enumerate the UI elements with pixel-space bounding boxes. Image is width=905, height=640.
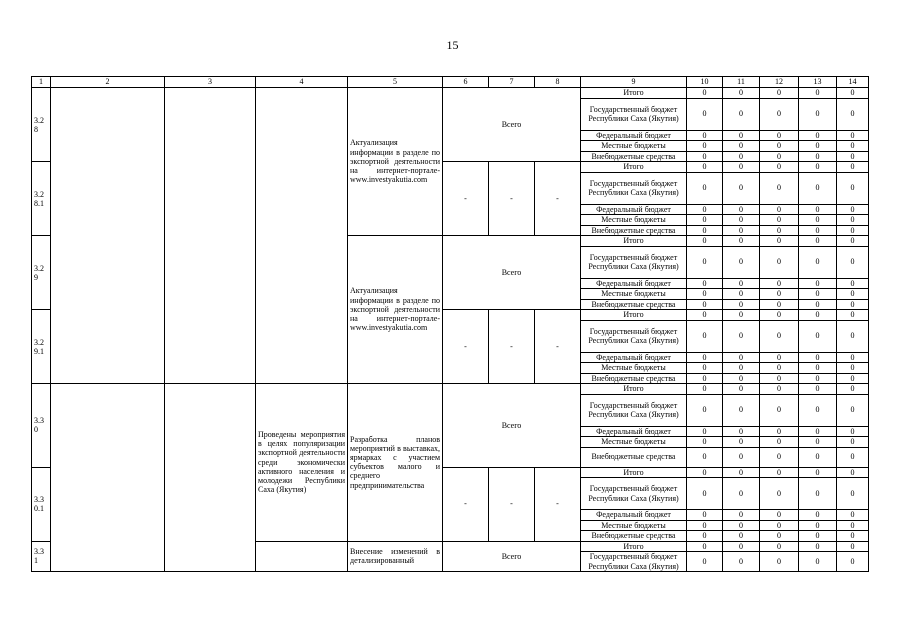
column-header: 1 [32,77,51,88]
value-cell: 0 [723,236,760,247]
column-header: 4 [256,77,348,88]
value-cell: 0 [687,310,723,321]
value-cell: 0 [799,225,837,236]
value-cell: 0 [799,467,837,478]
value-cell: 0 [687,552,723,572]
cell-col4 [256,541,348,572]
value-cell: 0 [760,352,799,363]
column-header: 6 [443,77,489,88]
value-cell: 0 [687,204,723,215]
value-cell: 0 [760,172,799,204]
cell-col2 [51,88,165,384]
value-cell: 0 [723,215,760,226]
column-header: 7 [489,77,535,88]
value-cell: 0 [799,246,837,278]
value-cell: 0 [760,447,799,467]
value-cell: 0 [799,520,837,531]
cell-col5: Актуализация информации в разделе по экспортной деятельности на интернет-портале-www.investyakutia.com [348,236,443,384]
value-cell: 0 [723,98,760,130]
value-cell: 0 [687,88,723,99]
budget-source-label: Местные бюджеты [581,215,687,226]
value-cell: 0 [837,310,869,321]
budget-source-label: Государственный бюджет Республики Саха (Якутия) [581,98,687,130]
value-cell: 0 [799,384,837,395]
column-header: 13 [799,77,837,88]
value-cell: 0 [687,151,723,162]
row-number: 3.2 8 [32,88,51,162]
budget-source-label: Федеральный бюджет [581,130,687,141]
value-cell: 0 [837,467,869,478]
budget-source-label: Федеральный бюджет [581,426,687,437]
value-cell: 0 [687,172,723,204]
value-cell: 0 [687,478,723,510]
value-cell: 0 [687,510,723,521]
value-cell: 0 [799,172,837,204]
value-cell: 0 [760,88,799,99]
value-cell: 0 [723,320,760,352]
value-cell: 0 [723,437,760,448]
table-row [32,384,869,395]
value-cell: 0 [837,225,869,236]
budget-source-label: Федеральный бюджет [581,204,687,215]
budget-source-label: Местные бюджеты [581,141,687,152]
vsego-cell: Всего [443,541,581,572]
budget-source-label: Федеральный бюджет [581,510,687,521]
dash-cell: - [489,467,535,541]
row-number: 3.3 0 [32,384,51,468]
value-cell: 0 [799,141,837,152]
column-header: 8 [535,77,581,88]
dash-cell: - [489,310,535,384]
value-cell: 0 [723,151,760,162]
value-cell: 0 [760,478,799,510]
value-cell: 0 [799,310,837,321]
value-cell: 0 [760,320,799,352]
value-cell: 0 [799,215,837,226]
budget-source-label: Итого [581,467,687,478]
value-cell: 0 [837,88,869,99]
dash-cell: - [443,310,489,384]
value-cell: 0 [687,426,723,437]
column-header: 9 [581,77,687,88]
value-cell: 0 [799,478,837,510]
value-cell: 0 [687,467,723,478]
value-cell: 0 [687,541,723,552]
value-cell: 0 [799,151,837,162]
value-cell: 0 [687,236,723,247]
column-header: 10 [687,77,723,88]
cell-col5: Разработка планов мероприятий в выставках, ярмарках с участием субъектов малого и среднего предпринимательства [348,384,443,542]
value-cell: 0 [687,437,723,448]
value-cell: 0 [799,447,837,467]
value-cell: 0 [760,384,799,395]
value-cell: 0 [723,478,760,510]
value-cell: 0 [837,320,869,352]
value-cell: 0 [799,552,837,572]
value-cell: 0 [687,299,723,310]
budget-source-label: Итого [581,310,687,321]
value-cell: 0 [837,552,869,572]
row-number: 3.2 8.1 [32,162,51,236]
cell-col5: Актуализация информации в разделе по экспортной деятельности на интернет-портале-www.investyakutia.com [348,88,443,236]
cell-col5: Внесение изменений в детализированный [348,541,443,572]
cell-col4: Проведены мероприятия в целях популяризации экспортной деятельности среди экономически активного населения и молодежи Республики Саха (Якутия) [256,384,348,542]
value-cell: 0 [687,373,723,384]
table-row [32,88,869,99]
budget-source-label: Местные бюджеты [581,520,687,531]
value-cell: 0 [760,236,799,247]
budget-source-label: Местные бюджеты [581,289,687,300]
value-cell: 0 [799,352,837,363]
value-cell: 0 [799,541,837,552]
value-cell: 0 [799,204,837,215]
value-cell: 0 [799,98,837,130]
value-cell: 0 [723,278,760,289]
table-header-row [32,77,869,88]
value-cell: 0 [760,246,799,278]
budget-source-label: Государственный бюджет Республики Саха (Якутия) [581,172,687,204]
column-header: 11 [723,77,760,88]
value-cell: 0 [837,98,869,130]
value-cell: 0 [837,373,869,384]
value-cell: 0 [760,151,799,162]
value-cell: 0 [760,552,799,572]
value-cell: 0 [799,363,837,374]
budget-source-label: Федеральный бюджет [581,352,687,363]
value-cell: 0 [687,394,723,426]
value-cell: 0 [837,130,869,141]
value-cell: 0 [723,373,760,384]
column-header: 5 [348,77,443,88]
value-cell: 0 [837,278,869,289]
value-cell: 0 [837,289,869,300]
value-cell: 0 [760,215,799,226]
row-number: 3.3 1 [32,541,51,572]
budget-source-label: Федеральный бюджет [581,278,687,289]
value-cell: 0 [760,363,799,374]
dash-cell: - [535,310,581,384]
value-cell: 0 [760,426,799,437]
row-number: 3.3 0.1 [32,467,51,541]
budget-source-label: Итого [581,384,687,395]
value-cell: 0 [760,394,799,426]
dash-cell: - [489,162,535,236]
budget-source-label: Государственный бюджет Республики Саха (Якутия) [581,478,687,510]
value-cell: 0 [760,520,799,531]
value-cell: 0 [687,141,723,152]
value-cell: 0 [723,204,760,215]
budget-source-label: Государственный бюджет Республики Саха (Якутия) [581,246,687,278]
value-cell: 0 [837,426,869,437]
value-cell: 0 [837,299,869,310]
column-header: 14 [837,77,869,88]
value-cell: 0 [799,88,837,99]
value-cell: 0 [687,289,723,300]
cell-col4 [256,88,348,384]
value-cell: 0 [837,510,869,521]
dash-cell: - [535,467,581,541]
value-cell: 0 [687,130,723,141]
value-cell: 0 [723,541,760,552]
value-cell: 0 [760,467,799,478]
row-number: 3.2 9 [32,236,51,310]
value-cell: 0 [723,552,760,572]
value-cell: 0 [837,447,869,467]
value-cell: 0 [799,373,837,384]
page-number: 15 [446,38,459,52]
value-cell: 0 [687,531,723,542]
value-cell: 0 [723,299,760,310]
dash-cell: - [443,467,489,541]
value-cell: 0 [799,320,837,352]
column-header: 12 [760,77,799,88]
value-cell: 0 [723,141,760,152]
value-cell: 0 [837,394,869,426]
value-cell: 0 [837,531,869,542]
value-cell: 0 [723,394,760,426]
value-cell: 0 [760,162,799,173]
value-cell: 0 [837,215,869,226]
vsego-cell: Всего [443,384,581,468]
dash-cell: - [443,162,489,236]
value-cell: 0 [799,510,837,521]
value-cell: 0 [687,352,723,363]
value-cell: 0 [837,204,869,215]
value-cell: 0 [760,204,799,215]
row-number: 3.2 9.1 [32,310,51,384]
value-cell: 0 [723,531,760,542]
value-cell: 0 [723,447,760,467]
vsego-cell: Всего [443,236,581,310]
value-cell: 0 [837,437,869,448]
value-cell: 0 [723,172,760,204]
value-cell: 0 [687,363,723,374]
value-cell: 0 [799,437,837,448]
value-cell: 0 [760,373,799,384]
value-cell: 0 [799,278,837,289]
value-cell: 0 [687,384,723,395]
value-cell: 0 [837,478,869,510]
budget-source-label: Местные бюджеты [581,363,687,374]
value-cell: 0 [687,278,723,289]
value-cell: 0 [799,162,837,173]
value-cell: 0 [723,88,760,99]
budget-source-label: Внебюджетные средства [581,531,687,542]
budget-source-label: Государственный бюджет Республики Саха (Якутия) [581,552,687,572]
value-cell: 0 [760,510,799,521]
budget-source-label: Государственный бюджет Республики Саха (Якутия) [581,394,687,426]
budget-source-label: Итого [581,162,687,173]
value-cell: 0 [837,236,869,247]
budget-table [31,76,869,572]
vsego-cell: Всего [443,88,581,162]
value-cell: 0 [723,510,760,521]
value-cell: 0 [723,162,760,173]
value-cell: 0 [723,246,760,278]
value-cell: 0 [687,98,723,130]
budget-source-label: Внебюджетные средства [581,447,687,467]
value-cell: 0 [723,225,760,236]
value-cell: 0 [799,289,837,300]
value-cell: 0 [760,437,799,448]
value-cell: 0 [723,289,760,300]
value-cell: 0 [760,98,799,130]
value-cell: 0 [837,151,869,162]
value-cell: 0 [837,520,869,531]
value-cell: 0 [837,162,869,173]
budget-source-label: Государственный бюджет Республики Саха (Якутия) [581,320,687,352]
budget-source-label: Местные бюджеты [581,437,687,448]
budget-source-label: Итого [581,541,687,552]
value-cell: 0 [837,541,869,552]
value-cell: 0 [687,447,723,467]
value-cell: 0 [799,130,837,141]
value-cell: 0 [723,520,760,531]
value-cell: 0 [687,520,723,531]
budget-source-label: Итого [581,236,687,247]
value-cell: 0 [760,531,799,542]
budget-source-label: Итого [581,88,687,99]
value-cell: 0 [799,531,837,542]
column-header: 2 [51,77,165,88]
budget-source-label: Внебюджетные средства [581,373,687,384]
value-cell: 0 [723,363,760,374]
cell-col2 [51,384,165,572]
value-cell: 0 [723,426,760,437]
value-cell: 0 [760,278,799,289]
value-cell: 0 [760,141,799,152]
dash-cell: - [535,162,581,236]
value-cell: 0 [723,352,760,363]
value-cell: 0 [723,310,760,321]
value-cell: 0 [837,141,869,152]
value-cell: 0 [687,246,723,278]
value-cell: 0 [799,426,837,437]
budget-source-label: Внебюджетные средства [581,151,687,162]
value-cell: 0 [837,384,869,395]
value-cell: 0 [837,172,869,204]
value-cell: 0 [723,384,760,395]
column-header: 3 [165,77,256,88]
value-cell: 0 [760,130,799,141]
value-cell: 0 [799,299,837,310]
value-cell: 0 [687,215,723,226]
value-cell: 0 [687,225,723,236]
value-cell: 0 [837,352,869,363]
value-cell: 0 [837,246,869,278]
value-cell: 0 [799,394,837,426]
value-cell: 0 [760,310,799,321]
value-cell: 0 [837,363,869,374]
value-cell: 0 [799,236,837,247]
cell-col3 [165,88,256,384]
value-cell: 0 [760,289,799,300]
value-cell: 0 [687,320,723,352]
value-cell: 0 [760,225,799,236]
value-cell: 0 [760,541,799,552]
value-cell: 0 [760,299,799,310]
budget-source-label: Внебюджетные средства [581,299,687,310]
value-cell: 0 [687,162,723,173]
budget-source-label: Внебюджетные средства [581,225,687,236]
value-cell: 0 [723,130,760,141]
cell-col3 [165,384,256,572]
value-cell: 0 [723,467,760,478]
